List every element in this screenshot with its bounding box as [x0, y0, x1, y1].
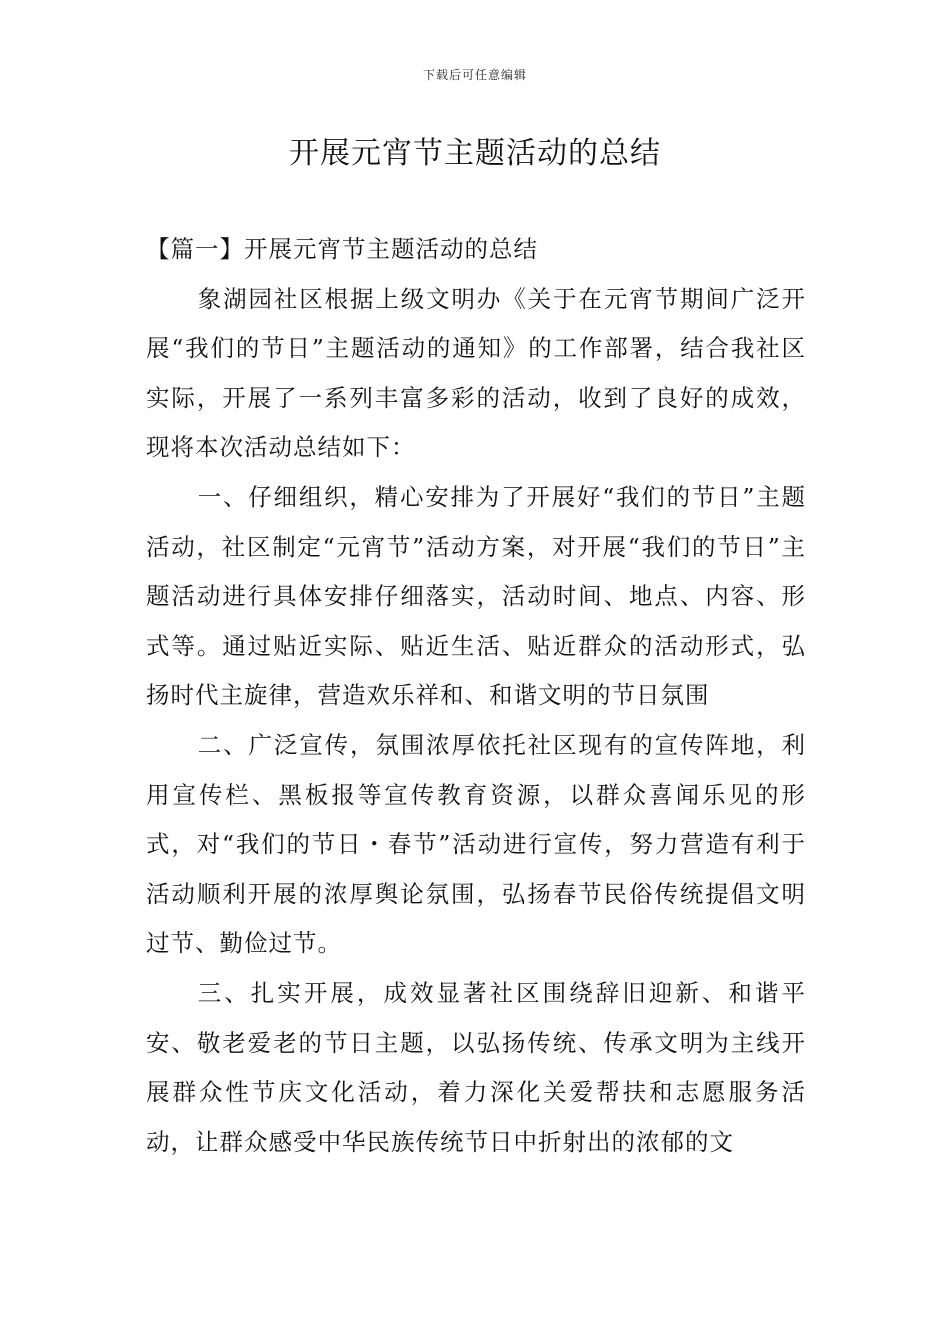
paragraph-publicity: 二、广泛宣传，氛围浓厚依托社区现有的宣传阵地，利用宣传栏、黑板报等宣传教育资源，以群众喜闻乐见的形式，对“我们的节日・春节”活动进行宣传，努力营造有利于活动顺利开展的浓厚舆论氛围，弘扬春节民俗传统提倡文明过节、勤俭过节。 [146, 730, 806, 958]
section-heading: 【篇一】开展元宵节主题活动的总结 [146, 235, 538, 263]
paragraph-implementation: 三、扎实开展，成效显著社区围绕辞旧迎新、和谐平安、敬老爱老的节日主题，以弘扬传统、传承文明为主线开展群众性节庆文化活动，着力深化关爱帮扶和志愿服务活动，让群众感受中华民族传统节日中折射出的浓郁的文 [146, 978, 806, 1156]
document-title: 开展元宵节主题活动的总结 [289, 136, 661, 171]
document-body [146, 225, 806, 1167]
paragraph-organization: 一、仔细组织，精心安排为了开展好“我们的节日”主题活动，社区制定“元宵节”活动方案，对开展“我们的节日”主题活动进行具体安排仔细落实，活动时间、地点、内容、形式等。通过贴近实际、贴近生活、贴近群众的活动形式，弘扬时代主旋律，营造欢乐祥和、和谐文明的节日氛围 [146, 482, 806, 710]
paragraph-intro: 象湖园社区根据上级文明办《关于在元宵节期间广泛开展“我们的节日”主题活动的通知》的工作部署，结合我社区实际，开展了一系列丰富多彩的活动，收到了良好的成效，现将本次活动总结如下： [146, 284, 806, 462]
header-note: 下载后可任意编辑 [422, 68, 527, 82]
